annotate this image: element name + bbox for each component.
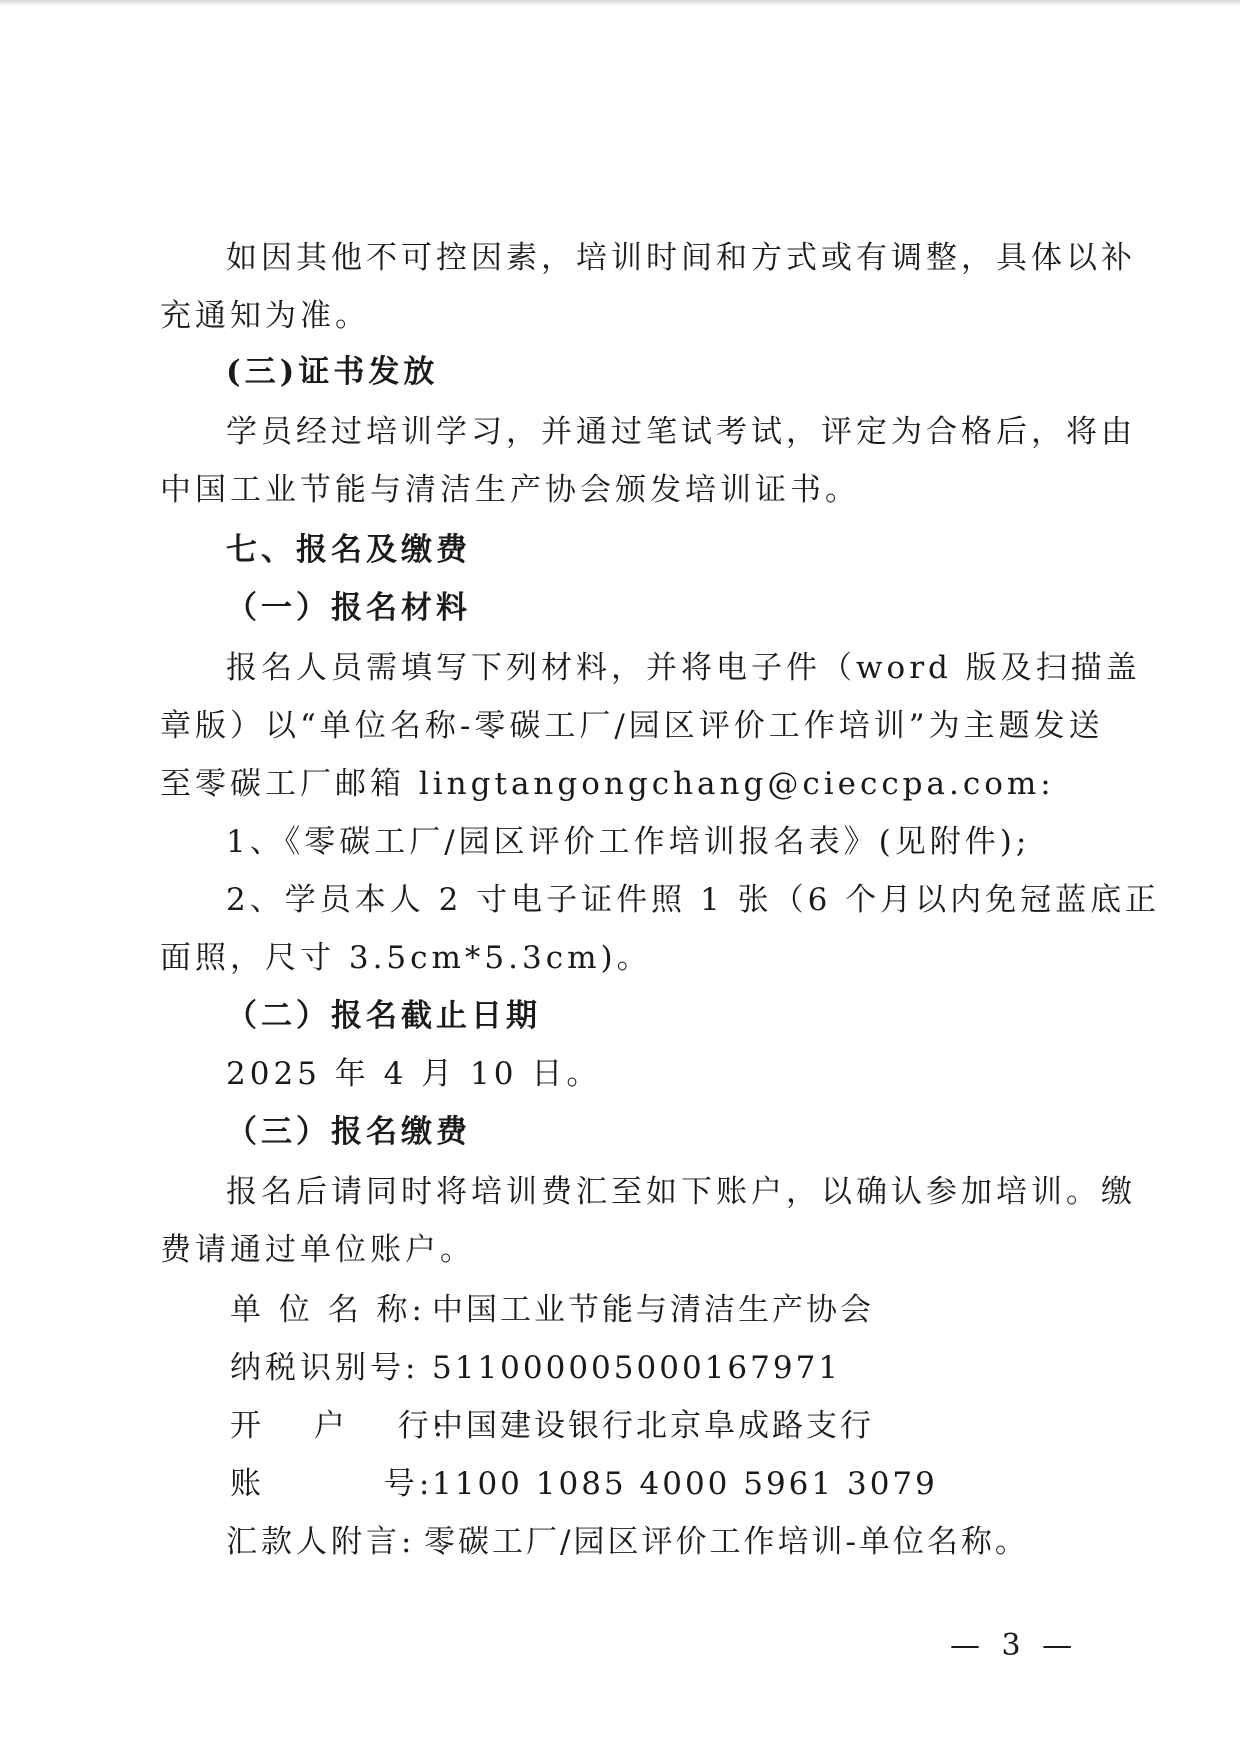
list-item: 1、《零碳工厂/园区评价工作培训报名表》(见附件); (226, 824, 1031, 860)
account-name-value: 中国工业节能与清洁生产协会 (432, 1292, 874, 1328)
paragraph-line: 费请通过单位账户。 (160, 1232, 475, 1268)
subheading-materials: （一）报名材料 (226, 590, 471, 626)
tax-id-value: 511000005000167971 (432, 1350, 842, 1386)
section-heading-registration: 七、报名及缴费 (226, 532, 471, 568)
account-name-label: 单 位 名 称: (230, 1292, 427, 1328)
paragraph-line: 报名人员需填写下列材料，并将电子件（word 版及扫描盖 (226, 650, 1141, 686)
list-item: 2、学员本人 2 寸电子证件照 1 张（6 个月以内免冠蓝底正 (226, 882, 1161, 918)
deadline-date: 2025 年 4 月 10 日。 (226, 1056, 602, 1092)
paragraph-line: 报名后请同时将培训费汇至如下账户，以确认参加培训。缴 (226, 1174, 1136, 1210)
account-number-label: 账 号: (230, 1466, 434, 1502)
tax-id-label: 纳税识别号: (230, 1350, 420, 1386)
account-number-value: 1100 1085 4000 5961 3079 (432, 1466, 938, 1502)
email-line: 至零碳工厂邮箱 lingtangongchang@cieccpa.com: (160, 766, 1055, 802)
paragraph-line: 学员经过培训学习，并通过笔试考试，评定为合格后，将由 (226, 414, 1136, 450)
remittance-note-label: 汇款人附言: (226, 1524, 416, 1560)
paragraph-line: 充通知为准。 (160, 298, 370, 334)
scan-top-edge (0, 0, 1240, 6)
paragraph-line: 中国工业节能与清洁生产协会颁发培训证书。 (160, 472, 860, 508)
section-heading-certificate: (三)证书发放 (226, 354, 439, 390)
remittance-note-value: 零碳工厂/园区评价工作培训-单位名称。 (424, 1524, 1029, 1560)
subheading-fee: （三）报名缴费 (226, 1114, 471, 1150)
bank-label: 开 户 行: (230, 1408, 448, 1444)
paragraph-line: 面照，尺寸 3.5cm*5.3cm)。 (160, 940, 652, 976)
paragraph-line: 章版）以“单位名称-零碳工厂/园区评价工作培训”为主题发送 (160, 708, 1104, 744)
page-number: — 3 — (950, 1628, 1079, 1663)
paragraph-line: 如因其他不可控因素，培训时间和方式或有调整，具体以补 (226, 240, 1136, 276)
subheading-deadline: （二）报名截止日期 (226, 998, 541, 1034)
bank-value: 中国建设银行北京阜成路支行 (432, 1408, 874, 1444)
